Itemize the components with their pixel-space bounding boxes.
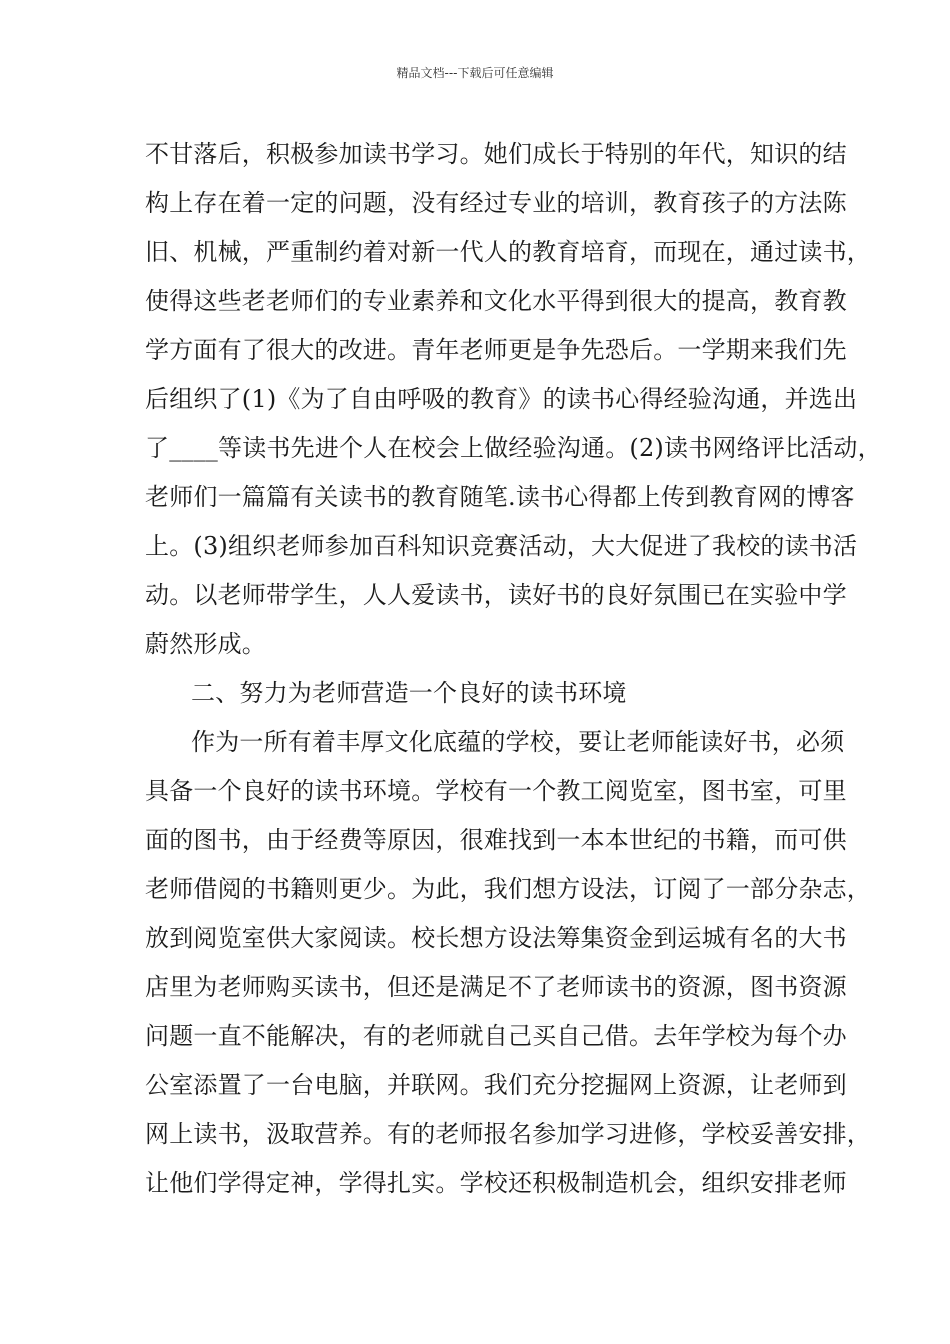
paragraph-line: 网上读书，汲取营养。有的老师报名参加学习进修，学校妥善安排， <box>145 1120 871 1148</box>
paragraph-line: 老师们一篇篇有关读书的教育随笔.读书心得都上传到教育网的博客 <box>145 483 855 511</box>
paragraph-line: 蔚然形成。 <box>145 630 266 658</box>
paragraph-line: 使得这些老老师们的专业素养和文化水平得到很大的提高，教育教 <box>145 287 847 315</box>
section-heading: 二、努力为老师营造一个良好的读书环境 <box>191 679 627 707</box>
paragraph-line: 了____等读书先进个人在校会上做经验沟通。(2)读书网络评比活动， <box>145 434 882 462</box>
paragraph-line: 作为一所有着丰厚文化底蕴的学校，要让老师能读好书，必须 <box>191 728 845 756</box>
paragraph-line: 店里为老师购买读书，但还是满足不了老师读书的资源，图书资源 <box>145 973 847 1001</box>
paragraph-line: 放到阅览室供大家阅读。校长想方设法筹集资金到运城有名的大书 <box>145 924 847 952</box>
page-header: 精品文档---下载后可任意编辑 <box>396 66 554 80</box>
paragraph-line: 动。以老师带学生，人人爱读书，读好书的良好氛围已在实验中学 <box>145 581 847 609</box>
paragraph-line: 公室添置了一台电脑，并联网。我们充分挖掘网上资源，让老师到 <box>145 1071 847 1099</box>
paragraph-line: 问题一直不能解决，有的老师就自己买自己借。去年学校为每个办 <box>145 1022 847 1050</box>
paragraph-line: 构上存在着一定的问题，没有经过专业的培训，教育孩子的方法陈 <box>145 189 847 217</box>
paragraph-line: 让他们学得定神，学得扎实。学校还积极制造机会，组织安排老师 <box>145 1169 847 1197</box>
paragraph-line: 不甘落后，积极参加读书学习。她们成长于特别的年代，知识的结 <box>145 140 847 168</box>
paragraph-line: 上。(3)组织老师参加百科知识竞赛活动，大大促进了我校的读书活 <box>145 532 858 560</box>
document-body <box>145 130 882 1208</box>
paragraph-line: 面的图书，由于经费等原因，很难找到一本本世纪的书籍，而可供 <box>145 826 847 854</box>
paragraph-line: 老师借阅的书籍则更少。为此，我们想方设法，订阅了一部分杂志， <box>145 875 871 903</box>
paragraph-line: 学方面有了很大的改进。青年老师更是争先恐后。一学期来我们先 <box>145 336 847 364</box>
paragraph-line: 后组织了(1)《为了自由呼吸的教育》的读书心得经验沟通，并选出 <box>145 385 858 413</box>
paragraph-line: 旧、机械，严重制约着对新一代人的教育培育，而现在，通过读书， <box>145 238 871 266</box>
paragraph-line: 具备一个良好的读书环境。学校有一个教工阅览室，图书室，可里 <box>145 777 847 805</box>
